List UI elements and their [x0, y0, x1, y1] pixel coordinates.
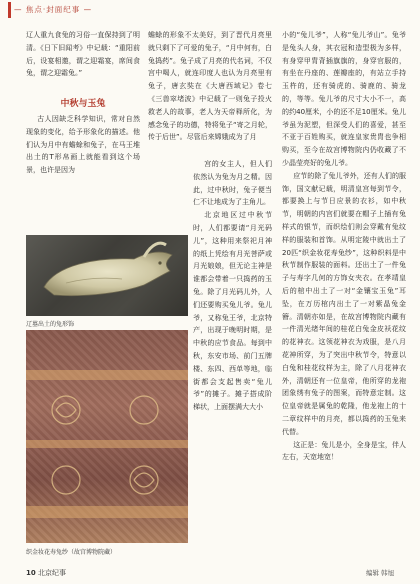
jade-rabbit-illustration [26, 235, 188, 316]
column-2-top [148, 29, 272, 144]
column-1-bottom [26, 113, 140, 177]
photo-caption: 织金妆花寿兔纱（故宫博物院藏） [26, 549, 117, 556]
column-2-bottom [193, 158, 272, 414]
photo-caption: 辽墓出土的兔形饰 [26, 321, 75, 328]
fabric-band [26, 506, 188, 518]
embroidered-fabric-photo [26, 330, 188, 543]
paragraph: 这正是：兔儿是小，全身是宝，伴人左右，天宽地宽！ [282, 440, 406, 462]
fabric-band [26, 370, 188, 380]
paragraph: 宫的女主人，但人们依然认为兔为月之精。因此，过中秋时，兔子便当仁不让地成为了主角儿。 [193, 160, 272, 207]
paragraph: 小的“兔儿爷”，人称“兔儿爷山”。兔爷是兔头人身，其衣冠和造型极为多样，有身穿甲胄背插旗旗的，身穿官服的，有坐在丹座的、莲瓣座的，有站立手持玉杵的，还有骑虎的、骑鹿的、骑龙的，等等。兔儿爷的尺寸大小不一，高的约40厘米，小的还不足10厘米。兔儿爷虽为泥塑，但深受人们的喜爱，甚至不亚于百姓购买，就连皇家贵胄也争相购买，至今在故宫博物院内仍收藏了不少晶莹亮好的兔儿爷。 [282, 31, 406, 167]
paragraph: 辽人重九食兔的习俗一直保持到了明清。《日下旧闻考》中记载：“重阳前后，设宴相邀，谓之迎霜宴，席间食兔，谓之迎霜兔。” [26, 31, 140, 78]
fabric-band [26, 440, 188, 448]
paragraph: 蟾蜍的形象不太美好，到了晋代月亮里就只剩下了可爱的兔子，“月中何有，白兔捣药”。兔子成了月亮的代名词，不仅宫中喝人，就连印度人也认为月亮里有兔子，唐玄奘在《大唐西域记》卷七《三兽窣堵波》中记载了一则兔子投火救老人的故事，老人为天帝释所化，为感念兔子的功德，特将兔子“寄之月轮，传于后世”。尽管后来嫦娥成为了月 [148, 31, 272, 142]
column-1-top [26, 29, 140, 80]
header-accent-bar [8, 2, 11, 18]
section-label: — 焦点·封面纪事 — [14, 5, 93, 14]
page-header [8, 0, 412, 22]
paragraph: 应节的除了兔儿爷外，还有人们的服饰，国文献记载，明清皇宫每到节令，都要换上与节日应景的衣衫，如中秋节，明朝的内宫们就要在帽子上插有兔样式的银节，而织绘们则会穿戴有兔纹样的服装和首饰。从明定陵中就出土了20匹“织金妆花寿兔纱”，这种织料是中秋节制作服装的面料。还出土了一件兔子与寿字几何的方饰女夹衣。在孝靖皇后的棺中出土了一对“金镶宝玉兔”耳坠，在万历棺内出土了一对紫晶兔金簪。清朝亦如是，在故宫博物院内藏有一件清光绪年间的桂花白兔金皮袄花纹的花神衣。这领花神衣为戏服，是八月花神所穿，为了突出中秋节令，特意以白兔和桂花纹样为主，除了八月花神衣外，清朝还有一位皇帝，他所穿的龙袍团象绣有兔子的图案，而特意定制。这位皇帝就是属兔的乾隆，他龙袍上的十二章纹样中的月亮，都以捣药的玉兔来代替。 [282, 171, 406, 436]
paragraph: 古人因缺乏科学知识，常对自然现象的变化，给予形象化的描述。他们认为月中有蟾蜍和兔子，在马王堆出土的T形帛画上就能看到这个场景，也许是因为 [26, 115, 140, 175]
journal-name: 北京纪事 [37, 569, 66, 577]
jade-rabbit-photo [26, 235, 188, 316]
editor-credit: 编辑 韩旭 [366, 569, 395, 577]
column-3 [282, 29, 406, 464]
page-number: 10 [26, 569, 36, 577]
page-footer [26, 568, 66, 578]
section-subheading: 中秋与玉兔 [60, 99, 106, 109]
paragraph: 北京地区过中秋节时，人们都要请“月光码儿”，这种用来祭祀月神的纸上凭绘有月光菩萨或月光娘娘，但无论主神是谁都会带着一只捣药的玉兔。除了月光码儿外，人们还要购买兔儿爷。兔儿爷，又称兔王爷，北京特产，出现于晚明时期，是中秋的应节食品。每到中秋，东安市场、前门五牌楼、东四、西单等地，临街都会支起售卖“兔儿爷”的摊子。摊子搭成阶梯状，上面摆满大大小 [193, 211, 272, 412]
